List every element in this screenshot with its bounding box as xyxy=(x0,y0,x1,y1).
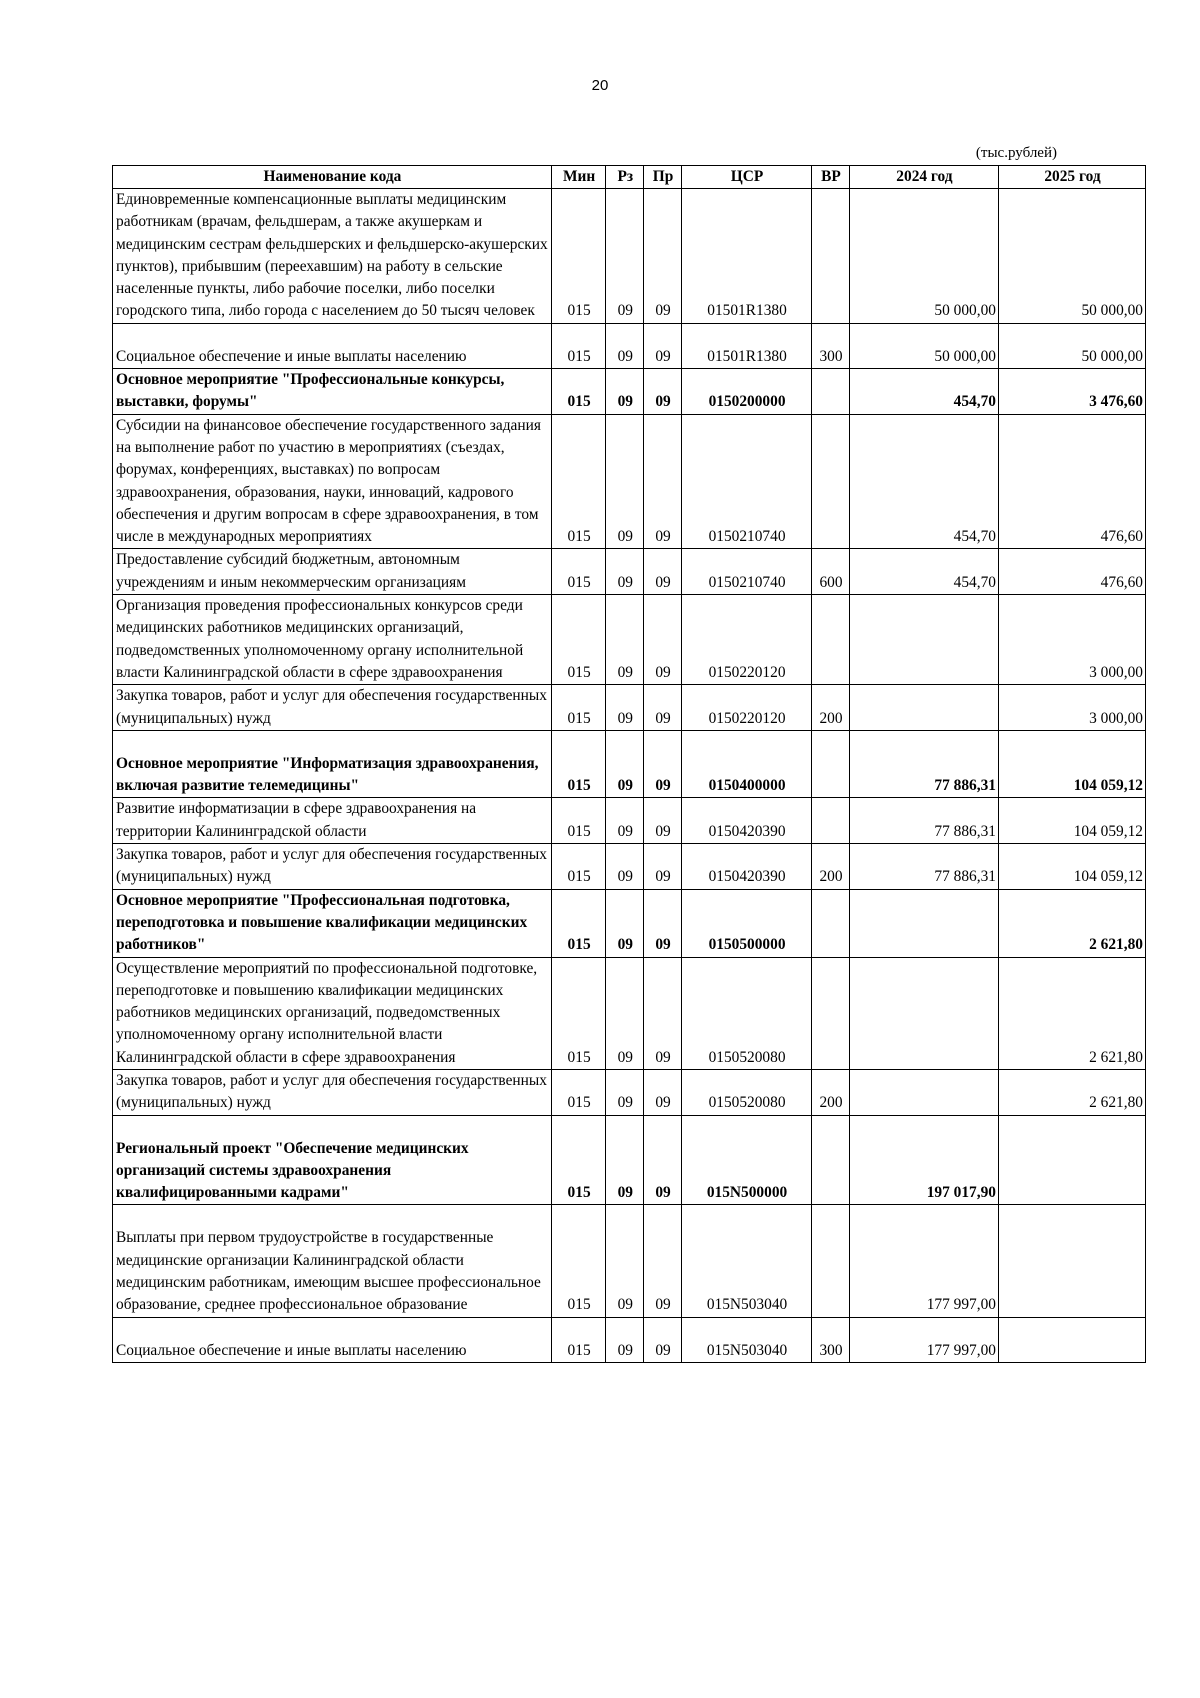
row-name: Выплаты при первом трудоустройстве в государственные медицинские организации Калининградской области медицинским работникам, имеющим высшее профессиональное образование, среднее профессиональное образование xyxy=(113,1205,552,1317)
row-min: 015 xyxy=(551,323,606,368)
row-min: 015 xyxy=(551,549,606,595)
row-vr xyxy=(812,369,850,415)
row-pr: 09 xyxy=(644,1205,682,1317)
row-rz: 09 xyxy=(606,1317,644,1362)
table-row xyxy=(113,323,1146,368)
row-vr xyxy=(812,730,850,798)
row-rz: 09 xyxy=(606,730,644,798)
row-pr: 09 xyxy=(644,1069,682,1115)
row-2024 xyxy=(849,595,998,685)
page-number: 20 xyxy=(591,77,609,94)
row-2025: 104 059,12 xyxy=(998,730,1145,798)
row-2024: 77 886,31 xyxy=(849,730,998,798)
row-min: 015 xyxy=(551,730,606,798)
row-min: 015 xyxy=(551,595,606,685)
table-row xyxy=(113,889,1146,957)
row-pr: 09 xyxy=(644,549,682,595)
row-csr: 01501R1380 xyxy=(681,189,811,324)
table-row xyxy=(113,369,1146,415)
row-min: 015 xyxy=(551,685,606,731)
row-name: Предоставление субсидий бюджетным, автономным учреждениям и иным некоммерческим организациям xyxy=(113,549,552,595)
row-2024: 177 997,00 xyxy=(849,1205,998,1317)
row-name: Развитие информатизации в сфере здравоохранения на территории Калининградской области xyxy=(113,798,552,844)
row-2024: 50 000,00 xyxy=(849,323,998,368)
row-min: 015 xyxy=(551,1069,606,1115)
row-name: Организация проведения профессиональных конкурсов среди медицинских работников медицинских организаций, подведомственных уполномоченному органу исполнительной власти Калининградской области в сфере здравоохранения xyxy=(113,595,552,685)
row-csr: 0150200000 xyxy=(681,369,811,415)
row-pr: 09 xyxy=(644,730,682,798)
row-2025 xyxy=(998,1115,1145,1205)
row-rz: 09 xyxy=(606,414,644,549)
row-2025: 2 621,80 xyxy=(998,1069,1145,1115)
table-header-row xyxy=(113,166,1146,189)
row-2024: 454,70 xyxy=(849,549,998,595)
row-2025: 3 000,00 xyxy=(998,595,1145,685)
row-2025: 2 621,80 xyxy=(998,889,1145,957)
table-row xyxy=(113,685,1146,731)
row-name: Основное мероприятие "Профессиональные конкурсы, выставки, форумы" xyxy=(113,369,552,415)
row-2025: 2 621,80 xyxy=(998,957,1145,1069)
row-2024 xyxy=(849,1069,998,1115)
row-vr xyxy=(812,414,850,549)
row-pr: 09 xyxy=(644,595,682,685)
row-name: Осуществление мероприятий по профессиональной подготовке, переподготовке и повышению квалификации медицинских работников медицинских организаций, подведомственных уполномоченному органу исполнительной власти Калининградской области в сфере здравоохранения xyxy=(113,957,552,1069)
row-2024: 197 017,90 xyxy=(849,1115,998,1205)
row-2024: 454,70 xyxy=(849,414,998,549)
row-2024: 77 886,31 xyxy=(849,844,998,890)
row-vr xyxy=(812,798,850,844)
row-csr: 015N500000 xyxy=(681,1115,811,1205)
row-2025: 50 000,00 xyxy=(998,189,1145,324)
row-min: 015 xyxy=(551,414,606,549)
row-name: Закупка товаров, работ и услуг для обеспечения государственных (муниципальных) нужд xyxy=(113,844,552,890)
row-rz: 09 xyxy=(606,685,644,731)
row-2025: 3 476,60 xyxy=(998,369,1145,415)
table-row xyxy=(113,1205,1146,1317)
row-pr: 09 xyxy=(644,369,682,415)
table-row xyxy=(113,595,1146,685)
row-rz: 09 xyxy=(606,889,644,957)
row-2024: 50 000,00 xyxy=(849,189,998,324)
header-pr: Пр xyxy=(644,166,682,189)
row-name: Закупка товаров, работ и услуг для обеспечения государственных (муниципальных) нужд xyxy=(113,685,552,731)
row-min: 015 xyxy=(551,189,606,324)
row-csr: 0150400000 xyxy=(681,730,811,798)
row-vr: 300 xyxy=(812,1317,850,1362)
row-min: 015 xyxy=(551,1205,606,1317)
row-pr: 09 xyxy=(644,323,682,368)
row-vr: 600 xyxy=(812,549,850,595)
row-rz: 09 xyxy=(606,369,644,415)
row-2025: 476,60 xyxy=(998,414,1145,549)
header-min: Мин xyxy=(551,166,606,189)
row-vr xyxy=(812,889,850,957)
row-csr: 015N503040 xyxy=(681,1317,811,1362)
row-name: Социальное обеспечение и иные выплаты населению xyxy=(113,1317,552,1362)
row-min: 015 xyxy=(551,1317,606,1362)
header-name: Наименование кода xyxy=(113,166,552,189)
row-rz: 09 xyxy=(606,323,644,368)
row-csr: 0150220120 xyxy=(681,595,811,685)
row-vr xyxy=(812,595,850,685)
header-rz: Рз xyxy=(606,166,644,189)
row-name: Основное мероприятие "Информатизация здравоохранения, включая развитие телемедицины" xyxy=(113,730,552,798)
table-row xyxy=(113,730,1146,798)
row-2025 xyxy=(998,1205,1145,1317)
row-csr: 0150420390 xyxy=(681,844,811,890)
row-name: Закупка товаров, работ и услуг для обеспечения государственных (муниципальных) нужд xyxy=(113,1069,552,1115)
row-min: 015 xyxy=(551,957,606,1069)
row-2024: 77 886,31 xyxy=(849,798,998,844)
row-vr: 200 xyxy=(812,844,850,890)
row-rz: 09 xyxy=(606,957,644,1069)
row-csr: 01501R1380 xyxy=(681,323,811,368)
row-rz: 09 xyxy=(606,1069,644,1115)
table-row xyxy=(113,798,1146,844)
row-pr: 09 xyxy=(644,889,682,957)
row-csr: 0150520080 xyxy=(681,957,811,1069)
row-csr: 0150420390 xyxy=(681,798,811,844)
row-vr: 200 xyxy=(812,685,850,731)
row-rz: 09 xyxy=(606,595,644,685)
row-2024: 454,70 xyxy=(849,369,998,415)
row-2025: 104 059,12 xyxy=(998,798,1145,844)
row-csr: 0150210740 xyxy=(681,414,811,549)
table-row xyxy=(113,1115,1146,1205)
row-2024: 177 997,00 xyxy=(849,1317,998,1362)
row-name: Социальное обеспечение и иные выплаты населению xyxy=(113,323,552,368)
header-2025: 2025 год xyxy=(998,166,1145,189)
row-vr: 300 xyxy=(812,323,850,368)
row-pr: 09 xyxy=(644,798,682,844)
table-row xyxy=(113,1069,1146,1115)
row-vr: 200 xyxy=(812,1069,850,1115)
row-pr: 09 xyxy=(644,1115,682,1205)
row-name: Единовременные компенсационные выплаты медицинским работникам (врачам, фельдшерам, а также акушеркам и медицинским сестрам фельдшерских и фельдшерско-акушерских пунктов), прибывшим (переехавшим) на работу в сельские населенные пункты, либо рабочие поселки, либо поселки городского типа, либо города с населением до 50 тысяч человек xyxy=(113,189,552,324)
row-rz: 09 xyxy=(606,844,644,890)
row-min: 015 xyxy=(551,1115,606,1205)
row-csr: 0150220120 xyxy=(681,685,811,731)
row-pr: 09 xyxy=(644,844,682,890)
units-label: (тыс.рублей) xyxy=(975,145,1057,161)
row-min: 015 xyxy=(551,798,606,844)
row-name: Региональный проект "Обеспечение медицинских организаций системы здравоохранения квалифицированными кадрами" xyxy=(113,1115,552,1205)
row-vr xyxy=(812,1115,850,1205)
row-rz: 09 xyxy=(606,1115,644,1205)
row-min: 015 xyxy=(551,369,606,415)
row-pr: 09 xyxy=(644,1317,682,1362)
row-vr xyxy=(812,1205,850,1317)
row-pr: 09 xyxy=(644,414,682,549)
budget-table xyxy=(112,165,1146,1363)
table-row xyxy=(113,957,1146,1069)
row-2025: 3 000,00 xyxy=(998,685,1145,731)
header-csr: ЦСР xyxy=(681,166,811,189)
row-rz: 09 xyxy=(606,1205,644,1317)
row-2024 xyxy=(849,889,998,957)
row-2024 xyxy=(849,685,998,731)
row-2025 xyxy=(998,1317,1145,1362)
table-row xyxy=(113,414,1146,549)
row-pr: 09 xyxy=(644,685,682,731)
row-rz: 09 xyxy=(606,549,644,595)
row-csr: 0150210740 xyxy=(681,549,811,595)
table-row xyxy=(113,1317,1146,1362)
row-pr: 09 xyxy=(644,957,682,1069)
row-name: Субсидии на финансовое обеспечение государственного задания на выполнение работ по участию в мероприятиях (съездах, форумах, конференциях, выставках) по вопросам здравоохранения, образования, науки, инноваций, кадрового обеспечения и другим вопросам в сфере здравоохранения, в том числе в международных мероприятиях xyxy=(113,414,552,549)
row-vr xyxy=(812,189,850,324)
row-csr: 0150520080 xyxy=(681,1069,811,1115)
row-name: Основное мероприятие "Профессиональная подготовка, переподготовка и повышение квалификации медицинских работников" xyxy=(113,889,552,957)
row-2025: 50 000,00 xyxy=(998,323,1145,368)
row-pr: 09 xyxy=(644,189,682,324)
header-vr: ВР xyxy=(812,166,850,189)
table-row xyxy=(113,549,1146,595)
row-rz: 09 xyxy=(606,189,644,324)
row-rz: 09 xyxy=(606,798,644,844)
header-2024: 2024 год xyxy=(849,166,998,189)
row-2024 xyxy=(849,957,998,1069)
row-2025: 104 059,12 xyxy=(998,844,1145,890)
table-row xyxy=(113,189,1146,324)
row-2025: 476,60 xyxy=(998,549,1145,595)
row-vr xyxy=(812,957,850,1069)
table-row xyxy=(113,844,1146,890)
row-csr: 015N503040 xyxy=(681,1205,811,1317)
row-min: 015 xyxy=(551,844,606,890)
row-min: 015 xyxy=(551,889,606,957)
row-csr: 0150500000 xyxy=(681,889,811,957)
